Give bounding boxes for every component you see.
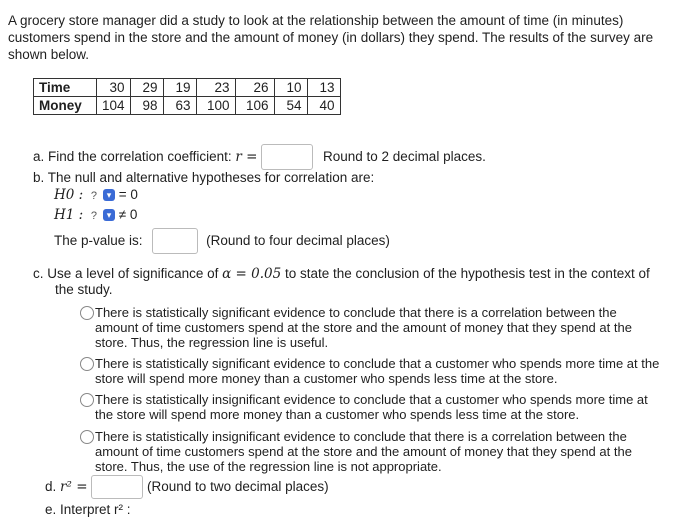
part-e (45, 502, 131, 517)
option-text: There is statistically insignificant evidence to conclude that there is a correlation between the amount of time customers spend at the store and the amount of money that they spend at the store. Thus, the use of the regression line is not appropriate. (95, 429, 632, 474)
row-label-money: Money (34, 97, 97, 115)
h1-select[interactable] (87, 207, 119, 222)
dropdown-icon[interactable]: ▾ (103, 189, 115, 201)
part-e-text: Interpret r² : (60, 502, 131, 517)
part-a-text: Find the correlation coefficient: (48, 149, 232, 164)
part-d (45, 475, 329, 499)
part-c-text-line2: the study. (55, 282, 113, 297)
table-row (34, 79, 341, 97)
r-symbol: r = (235, 149, 258, 165)
part-d-marker: d. (45, 479, 57, 494)
pvalue-label: The p-value is: (54, 233, 143, 248)
table-cell: 100 (196, 97, 235, 115)
problem-intro: A grocery store manager did a study to look at the relationship between the amount of time (in minutes) customers spend in the store and the amount of money (in dollars) they spend. The results of the survey are shown below. (8, 13, 654, 62)
table-cell: 10 (274, 79, 307, 97)
r-squared-symbol: r² = (60, 479, 88, 495)
part-a (33, 144, 486, 170)
option-text: There is statistically significant evidence to conclude that a customer who spends more time at the store will spend more money than a customer who spends less time at the store. (95, 356, 660, 386)
option-text: There is statistically significant evidence to conclude that there is a correlation between the amount of time customers spend at the store and the amount of money that they spend at the store. Thus, the regression line is useful. (95, 305, 632, 350)
conclusion-option-4[interactable] (80, 429, 660, 474)
conclusion-option-1[interactable] (80, 305, 660, 350)
radio-button[interactable] (80, 357, 94, 371)
part-c (33, 266, 673, 298)
question-mark-icon: ? (90, 210, 98, 222)
h1-label: H1 : (54, 207, 84, 223)
table-cell: 63 (163, 97, 196, 115)
pvalue-input[interactable] (152, 228, 198, 254)
part-c-text-before: Use a level of significance of (47, 266, 219, 281)
part-a-marker: a. (33, 149, 45, 164)
table-cell: 23 (196, 79, 235, 97)
part-c-marker: c. (33, 266, 44, 281)
h0-row (54, 187, 138, 203)
table-cell: 54 (274, 97, 307, 115)
pvalue-note: (Round to four decimal places) (206, 233, 390, 248)
table-cell: 98 (130, 97, 163, 115)
radio-button[interactable] (80, 430, 94, 444)
part-c-text-after: to state the conclusion of the hypothesis test in the context of (284, 266, 650, 281)
conclusion-option-3[interactable] (80, 392, 660, 422)
table-cell: 29 (130, 79, 163, 97)
h0-relation: = 0 (118, 187, 138, 202)
option-text: There is statistically insignificant evidence to conclude that a customer who spends more time at the store will spend more money than a customer who spends less time at the store. (95, 392, 648, 422)
table-cell: 13 (307, 79, 340, 97)
correlation-input[interactable] (261, 144, 313, 170)
h1-relation: ≠ 0 (118, 207, 138, 222)
conclusion-option-2[interactable] (80, 356, 660, 386)
data-table (33, 78, 341, 115)
table-cell: 19 (163, 79, 196, 97)
part-b-text: The null and alternative hypotheses for correlation are: (47, 170, 375, 185)
part-a-note: Round to 2 decimal places. (323, 149, 486, 164)
part-b (33, 170, 374, 185)
h0-label: H0 : (54, 187, 84, 203)
part-d-note: (Round to two decimal places) (147, 479, 329, 494)
r-squared-input[interactable] (91, 475, 143, 499)
table-cell: 26 (235, 79, 274, 97)
part-e-marker: e. (45, 502, 57, 517)
table-cell: 106 (235, 97, 274, 115)
pvalue-row (54, 228, 390, 254)
dropdown-icon[interactable]: ▾ (103, 209, 115, 221)
h1-row (54, 207, 137, 223)
question-mark-icon: ? (90, 190, 98, 202)
part-b-marker: b. (33, 170, 45, 185)
table-row (34, 97, 341, 115)
alpha-value: α = 0.05 (222, 266, 282, 282)
table-cell: 30 (97, 79, 131, 97)
h0-select[interactable] (87, 187, 119, 202)
table-cell: 40 (307, 97, 340, 115)
radio-button[interactable] (80, 306, 94, 320)
radio-button[interactable] (80, 393, 94, 407)
row-label-time: Time (34, 79, 97, 97)
table-cell: 104 (97, 97, 131, 115)
